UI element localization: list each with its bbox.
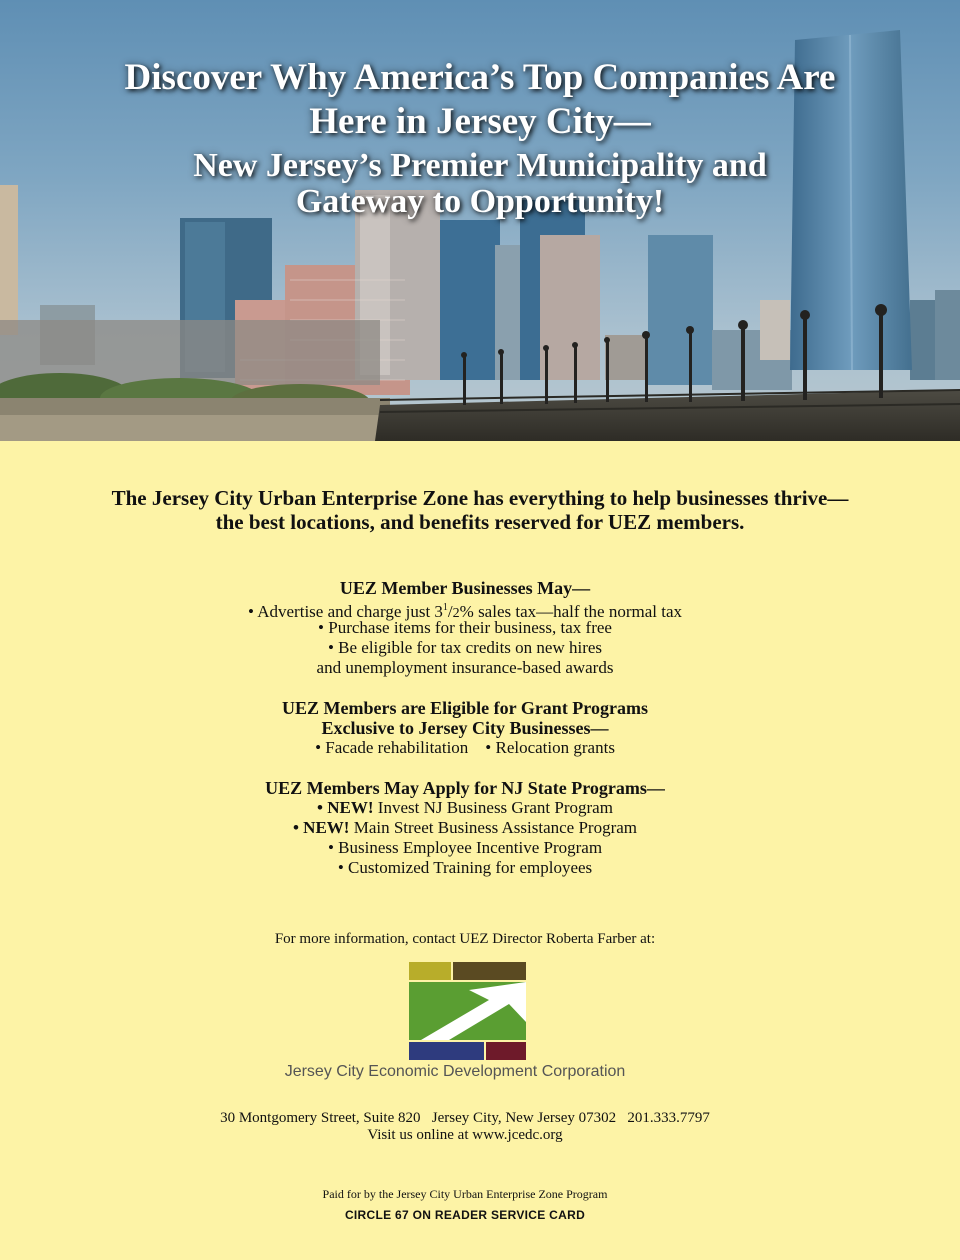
member-bullet-sales-tax: • Advertise and charge just $3^1/2\%$ sales tax—half the normal tax xyxy=(247,602,683,621)
member-bullet-tax-credits: • Be eligible for tax credits on new hires xyxy=(327,638,603,657)
member-heading: UEZ Member Businesses May— xyxy=(339,578,591,598)
headline-line-1: Discover Why America’s Top Companies Are xyxy=(124,57,836,98)
subheadline-line-2: Gateway to Opportunity! xyxy=(295,183,665,220)
org-name: Jersey City Economic Development Corporation xyxy=(284,1063,626,1080)
member-bullet-tax-free: • Purchase items for their business, tax free xyxy=(318,618,612,637)
grants-heading-2: Exclusive to Jersey City Businesses— xyxy=(321,718,609,738)
state-bullet-invest-nj: • NEW! Invest NJ Business Grant Program xyxy=(317,798,613,817)
paid-for-note: Paid for by the Jersey City Urban Enterprise Zone Program xyxy=(322,1187,608,1201)
address-line: 30 Montgomery Street, Suite 820 Jersey City, New Jersey 07302 201.333.7797 xyxy=(220,1110,710,1126)
hero-photo xyxy=(0,0,960,441)
intro-line-2: the best locations, and benefits reserved for UEZ members. xyxy=(215,510,745,534)
reader-service-note: CIRCLE 67 ON READER SERVICE CARD xyxy=(344,1208,586,1222)
jcedc-logo-icon xyxy=(409,962,526,1060)
state-bullet-customized-training: • Customized Training for employees xyxy=(337,858,593,877)
subheadline-line-1: New Jersey’s Premier Municipality and xyxy=(193,147,767,184)
website-line: Visit us online at www.jcedc.org xyxy=(367,1127,563,1143)
grants-bullets: • Facade rehabilitation • Relocation grants xyxy=(315,738,615,757)
member-bullet-tax-credits-cont: and unemployment insurance-based awards xyxy=(316,658,614,677)
intro-line-1: The Jersey City Urban Enterprise Zone has everything to help businesses thrive— xyxy=(111,486,849,510)
state-bullet-employee-incentive: • Business Employee Incentive Program xyxy=(327,838,603,857)
headline-line-2: Here in Jersey City— xyxy=(309,101,651,142)
grants-heading-1: UEZ Members are Eligible for Grant Programs xyxy=(282,698,648,718)
state-heading: UEZ Members May Apply for NJ State Programs— xyxy=(265,778,665,798)
contact-text: For more information, contact UEZ Director Roberta Farber at: xyxy=(274,931,656,947)
state-bullet-main-street: • NEW! Main Street Business Assistance Program xyxy=(292,818,638,837)
